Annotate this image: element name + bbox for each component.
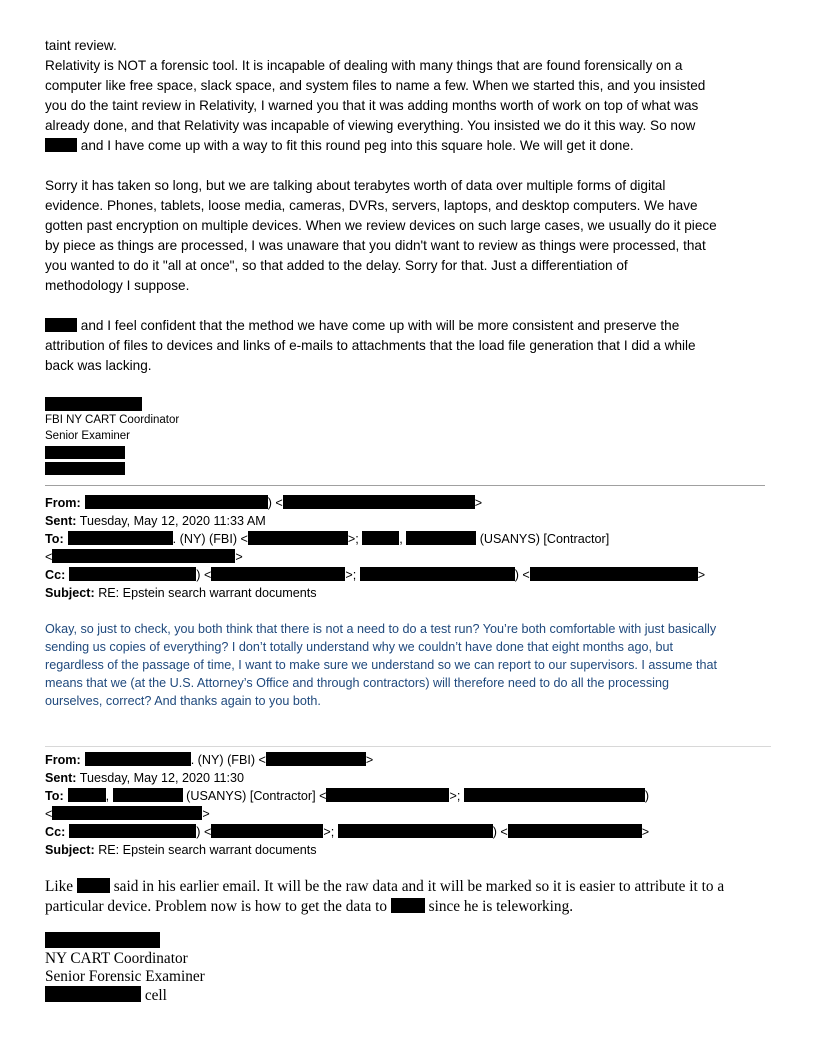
email-from: From: ) < > (45, 496, 483, 510)
text-line: computer like free space, slack space, and system files to name a few. When we started this, and you insisted (45, 78, 706, 93)
redaction-box (45, 932, 160, 948)
redaction-box (68, 531, 173, 545)
paragraph-method (45, 316, 775, 376)
redaction-box (362, 531, 399, 545)
redaction-box (69, 567, 196, 581)
text-line: means that we (at the U.S. Attorney’s Office and through contractors) will therefore need to do all the processing (45, 676, 669, 690)
redaction-box (406, 531, 476, 545)
redaction-box (68, 788, 106, 802)
redaction-box (45, 986, 141, 1002)
text-line: back was lacking. (45, 358, 152, 373)
text-line: by piece as things are processed, I was unaware that you didn't want to review as things were processed, that (45, 238, 706, 253)
redaction-box (45, 462, 125, 475)
email-from: From: . (NY) (FBI) < > (45, 753, 374, 767)
text-line: sending us copies of everything? I don’t totally understand why we couldn’t have done that eight months ago, but (45, 640, 673, 654)
redaction-box (464, 788, 645, 802)
redaction-box (113, 788, 183, 802)
text-line: gotten past encryption on multiple devices. When we review devices on such large cases, we usually do it piece (45, 218, 717, 233)
redaction-box (69, 824, 196, 838)
text-line: you wanted to do it "all at once", so that added to the delay. Sorry for that. Just a differentiation of (45, 258, 628, 273)
text-line: and I feel confident that the method we have come up with will be more consistent and preserve the (45, 316, 775, 336)
redaction-box (85, 752, 191, 766)
email-to-continued: < > (45, 807, 210, 821)
email-subject: Subject: RE: Epstein search warrant documents (45, 586, 317, 600)
redaction-box (211, 567, 345, 581)
redaction-box (45, 138, 77, 152)
redaction-box (77, 878, 110, 893)
redaction-box (52, 806, 202, 820)
text-line: ourselves, correct? And thanks again to you both. (45, 694, 321, 708)
redaction-box (45, 397, 142, 411)
signature-phone: cell (45, 986, 167, 1005)
text-line: and I have come up with a way to fit this round peg into this square hole. We will get it done. (45, 136, 775, 156)
redaction-box (283, 495, 475, 509)
redaction-box (266, 752, 366, 766)
text-line: you do the taint review in Relativity, I warned you that it was adding months worth of work on top of what was (45, 98, 699, 113)
text-line: Relativity is NOT a forensic tool. It is incapable of dealing with many things that are found forensically on a (45, 58, 683, 73)
text-line: Like said in his earlier email. It will be the raw data and it will be marked so it is easier to attribute it to a (45, 878, 725, 895)
email-divider (45, 485, 765, 486)
text-line: already done, and that Relativity was incapable of viewing everything. You insisted we do it this way. So now (45, 118, 696, 133)
redaction-box (530, 567, 698, 581)
redaction-box (211, 824, 323, 838)
text-line: taint review. (45, 38, 117, 53)
text-line: Sorry it has taken so long, but we are talking about terabytes worth of data over multiple forms of digital (45, 178, 666, 193)
text-line: attribution of files to devices and links of e-mails to attachments that the load file generation that I did a while (45, 338, 696, 353)
redaction-box (45, 318, 77, 332)
paragraph-delay (45, 176, 775, 296)
email-body (45, 620, 775, 710)
email-subject: Subject: RE: Epstein search warrant documents (45, 843, 317, 857)
redaction-box (391, 898, 425, 913)
redaction-box (360, 567, 515, 581)
email-to: To: , (USANYS) [Contractor] < >; ) (45, 789, 650, 803)
text-line: evidence. Phones, tablets, loose media, cameras, DVRs, servers, laptops, and desktop computers. We have (45, 198, 698, 213)
signature-title: NY CART Coordinator (45, 950, 188, 967)
email-cc: Cc: ) < >; ) < > (45, 568, 706, 582)
signature-role: Senior Examiner (45, 430, 131, 442)
redaction-box (248, 531, 348, 545)
signature-title: FBI NY CART Coordinator (45, 414, 180, 426)
redaction-box (52, 549, 235, 563)
email-sent: Sent: Tuesday, May 12, 2020 11:30 (45, 771, 245, 785)
email-to: To: . (NY) (FBI) < >; , (USANYS) [Contractor] (45, 532, 610, 546)
redaction-box (326, 788, 449, 802)
email-body (45, 877, 724, 917)
redaction-box (508, 824, 642, 838)
text-line: Okay, so just to check, you both think that there is not a need to do a test run? You’re both comfortable with just basically (45, 622, 717, 636)
email-cc: Cc: ) < >; ) < > (45, 825, 650, 839)
redaction-box (85, 495, 268, 509)
signature-role: Senior Forensic Examiner (45, 968, 205, 985)
email-sent: Sent: Tuesday, May 12, 2020 11:33 AM (45, 514, 266, 528)
text-line: particular device. Problem now is how to get the data to since he is teleworking. (45, 898, 574, 915)
text-line: regardless of the passage of time, I want to make sure we understand so we can report to our supervisors. I assume that (45, 658, 718, 672)
redaction-box (338, 824, 493, 838)
redaction-box (45, 446, 125, 459)
email-to-continued: < > (45, 550, 243, 564)
paragraph-relativity (45, 36, 775, 156)
email-divider (45, 746, 771, 747)
text-line: methodology I suppose. (45, 278, 190, 293)
